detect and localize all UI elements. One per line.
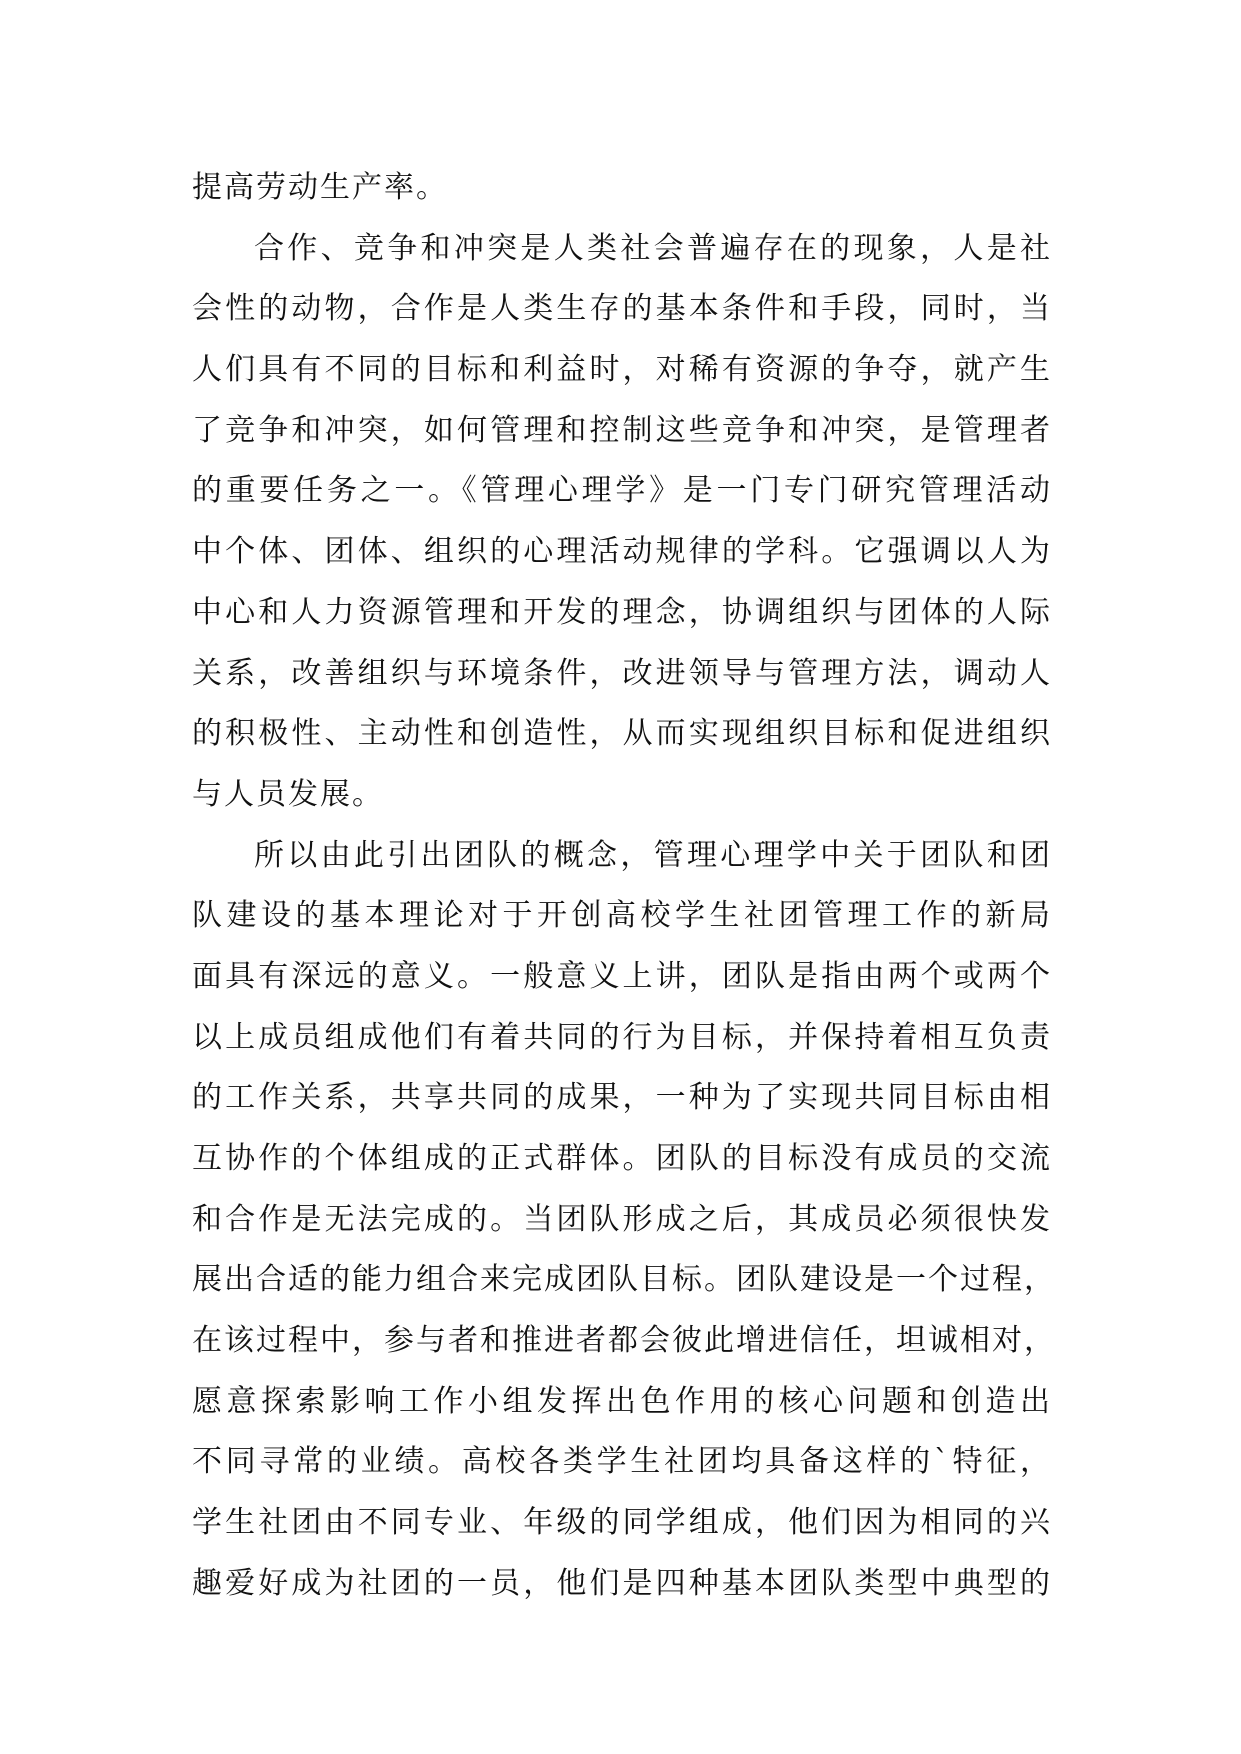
text-line: 学生社团由不同专业、年级的同学组成，他们因为相同的兴 bbox=[192, 1505, 1052, 1541]
text-line: 提高劳动生产率。 bbox=[192, 170, 448, 205]
text-line: 和合作是无法完成的。当团队形成之后，其成员必须很快发 bbox=[192, 1201, 1052, 1237]
paragraph-first-line: 所以由此引出团队的概念，管理心理学中关于团队和团 bbox=[254, 837, 1052, 873]
text-line: 人们具有不同的目标和利益时，对稀有资源的争夺，就产生 bbox=[192, 352, 1052, 388]
document-page bbox=[192, 158, 1056, 1615]
text-line: 在该过程中，参与者和推进者都会彼此增进信任，坦诚相对， bbox=[192, 1323, 1056, 1359]
text-line: 互协作的个体组成的正式群体。团队的目标没有成员的交流 bbox=[192, 1141, 1052, 1176]
text-line: 面具有深远的意义。一般意义上讲，团队是指由两个或两个 bbox=[192, 958, 1052, 994]
text-line: 与人员发展。 bbox=[192, 776, 384, 812]
text-line: 关系，改善组织与环境条件，改进领导与管理方法，调动人 bbox=[192, 655, 1052, 691]
text-line: 愿意探索影响工作小组发挥出色作用的核心问题和创造出 bbox=[192, 1383, 1052, 1419]
text-line: 的积极性、主动性和创造性，从而实现组织目标和促进组织 bbox=[192, 716, 1052, 752]
paragraph-first-line: 合作、竞争和冲突是人类社会普遍存在的现象，人是社 bbox=[254, 230, 1052, 266]
text-line: 的工作关系，共享共同的成果，一种为了实现共同目标由相 bbox=[192, 1080, 1052, 1116]
text-line: 趣爱好成为社团的一员，他们是四种基本团队类型中典型的 bbox=[192, 1565, 1052, 1601]
text-line: 以上成员组成他们有着共同的行为目标，并保持着相互负责 bbox=[192, 1019, 1052, 1055]
text-line: 了竞争和冲突，如何管理和控制这些竞争和冲突，是管理者 bbox=[192, 412, 1052, 448]
text-line: 中个体、团体、组织的心理活动规律的学科。它强调以人为 bbox=[192, 534, 1052, 570]
text-line: 的重要任务之一。《管理心理学》是一门专门研究管理活动 bbox=[192, 473, 1052, 509]
text-line: 会性的动物，合作是人类生存的基本条件和手段，同时，当 bbox=[192, 291, 1052, 327]
text-line: 展出合适的能力组合来完成团队目标。团队建设是一个过程， bbox=[192, 1262, 1056, 1298]
text-line: 不同寻常的业绩。高校各类学生社团均具备这样的`特征， bbox=[192, 1444, 1052, 1480]
text-line: 中心和人力资源管理和开发的理念，协调组织与团体的人际 bbox=[192, 594, 1052, 630]
text-line: 队建设的基本理论对于开创高校学生社团管理工作的新局 bbox=[192, 898, 1052, 934]
